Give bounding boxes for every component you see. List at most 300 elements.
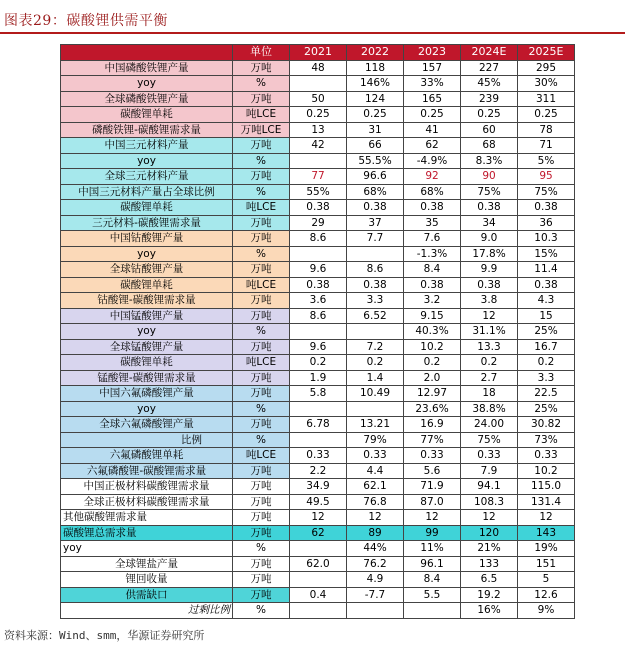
row-unit: 万吨 <box>233 138 290 154</box>
table-row <box>61 572 575 588</box>
table-row <box>61 200 575 216</box>
row-label: 碳酸锂单耗 <box>61 355 233 371</box>
row-unit: 万吨 <box>233 479 290 495</box>
value-cell: 124 <box>347 91 404 107</box>
table-row <box>61 417 575 433</box>
header-cell: 2021 <box>290 45 347 61</box>
table-row <box>61 246 575 262</box>
table-row <box>61 479 575 495</box>
value-cell: 87.0 <box>404 494 461 510</box>
value-cell: 9.9 <box>461 262 518 278</box>
row-label: 碳酸锂总需求量 <box>61 525 233 541</box>
row-unit: % <box>233 153 290 169</box>
table-row <box>61 153 575 169</box>
table-row <box>61 107 575 123</box>
value-cell: 0.2 <box>404 355 461 371</box>
row-label: yoy <box>61 541 233 557</box>
value-cell: 115.0 <box>518 479 575 495</box>
value-cell <box>290 76 347 92</box>
row-unit: 万吨 <box>233 572 290 588</box>
value-cell: 9.6 <box>290 262 347 278</box>
row-label: 全球正极材料碳酸锂需求量 <box>61 494 233 510</box>
value-cell: 23.6% <box>404 401 461 417</box>
row-unit: 万吨 <box>233 386 290 402</box>
value-cell: 30.82 <box>518 417 575 433</box>
table-row <box>61 339 575 355</box>
value-cell: 0.25 <box>347 107 404 123</box>
table-row <box>61 494 575 510</box>
value-cell: 95 <box>518 169 575 185</box>
value-cell: 62.0 <box>290 556 347 572</box>
value-cell: 36 <box>518 215 575 231</box>
value-cell: 9.6 <box>290 339 347 355</box>
value-cell: 7.9 <box>461 463 518 479</box>
value-cell: 311 <box>518 91 575 107</box>
value-cell: 6.5 <box>461 572 518 588</box>
row-label: yoy <box>61 401 233 417</box>
table-row <box>61 556 575 572</box>
row-unit: 万吨 <box>233 587 290 603</box>
value-cell <box>290 324 347 340</box>
row-label: 中国锰酸锂产量 <box>61 308 233 324</box>
value-cell: 41 <box>404 122 461 138</box>
value-cell: 0.2 <box>290 355 347 371</box>
row-unit: 万吨 <box>233 525 290 541</box>
title-rule <box>0 32 625 34</box>
value-cell: 12 <box>461 308 518 324</box>
value-cell: 10.49 <box>347 386 404 402</box>
value-cell: 3.3 <box>518 370 575 386</box>
value-cell: 8.6 <box>290 308 347 324</box>
value-cell: 40.3% <box>404 324 461 340</box>
value-cell: 12 <box>461 510 518 526</box>
value-cell: 8.4 <box>404 572 461 588</box>
row-unit: 万吨 <box>233 215 290 231</box>
value-cell: 8.6 <box>347 262 404 278</box>
value-cell: 1.4 <box>347 370 404 386</box>
value-cell: 16.7 <box>518 339 575 355</box>
value-cell: 68 <box>461 138 518 154</box>
figure-header <box>0 0 625 36</box>
row-unit: 吨LCE <box>233 355 290 371</box>
value-cell: 2.2 <box>290 463 347 479</box>
row-unit: % <box>233 324 290 340</box>
value-cell: 0.2 <box>518 355 575 371</box>
value-cell: -1.3% <box>404 246 461 262</box>
value-cell: 68% <box>404 184 461 200</box>
value-cell: 92 <box>404 169 461 185</box>
value-cell: 131.4 <box>518 494 575 510</box>
value-cell: 25% <box>518 401 575 417</box>
row-unit: 万吨 <box>233 556 290 572</box>
value-cell: 42 <box>290 138 347 154</box>
value-cell: 0.25 <box>518 107 575 123</box>
value-cell <box>347 246 404 262</box>
value-cell: 25% <box>518 324 575 340</box>
row-unit: % <box>233 246 290 262</box>
value-cell: 55% <box>290 184 347 200</box>
row-label: 过剩比例 <box>61 603 233 619</box>
value-cell: 143 <box>518 525 575 541</box>
value-cell: 0.25 <box>461 107 518 123</box>
value-cell: 45% <box>461 76 518 92</box>
value-cell: 71.9 <box>404 479 461 495</box>
value-cell: 48 <box>290 60 347 76</box>
value-cell: 7.7 <box>347 231 404 247</box>
row-unit: % <box>233 603 290 619</box>
row-label: 全球钴酸锂产量 <box>61 262 233 278</box>
row-label: 碳酸锂单耗 <box>61 107 233 123</box>
value-cell: 0.38 <box>518 200 575 216</box>
value-cell: 44% <box>347 541 404 557</box>
row-unit: 吨LCE <box>233 448 290 464</box>
row-unit: 万吨 <box>233 463 290 479</box>
table-row <box>61 293 575 309</box>
value-cell: 37 <box>347 215 404 231</box>
table-row <box>61 541 575 557</box>
value-cell: 120 <box>461 525 518 541</box>
value-cell <box>290 603 347 619</box>
value-cell: 19.2 <box>461 587 518 603</box>
value-cell: -4.9% <box>404 153 461 169</box>
value-cell: 38.8% <box>461 401 518 417</box>
value-cell: 9.0 <box>461 231 518 247</box>
value-cell <box>347 401 404 417</box>
value-cell: 13 <box>290 122 347 138</box>
value-cell: 96.6 <box>347 169 404 185</box>
value-cell: 5.8 <box>290 386 347 402</box>
table-row <box>61 355 575 371</box>
row-label: 供需缺口 <box>61 587 233 603</box>
row-label: 全球三元材料产量 <box>61 169 233 185</box>
value-cell: 0.2 <box>461 355 518 371</box>
value-cell: 89 <box>347 525 404 541</box>
value-cell: 55.5% <box>347 153 404 169</box>
value-cell: 227 <box>461 60 518 76</box>
value-cell: 30% <box>518 76 575 92</box>
value-cell: 90 <box>461 169 518 185</box>
value-cell: 0.33 <box>461 448 518 464</box>
row-unit: 万吨 <box>233 293 290 309</box>
row-unit: 万吨 <box>233 417 290 433</box>
table-row <box>61 76 575 92</box>
value-cell: 13.3 <box>461 339 518 355</box>
row-label: 全球锰酸锂产量 <box>61 339 233 355</box>
value-cell: 0.33 <box>404 448 461 464</box>
row-unit: % <box>233 432 290 448</box>
value-cell: 62 <box>290 525 347 541</box>
value-cell: 12 <box>347 510 404 526</box>
value-cell: 33% <box>404 76 461 92</box>
value-cell: 146% <box>347 76 404 92</box>
table-row <box>61 603 575 619</box>
value-cell <box>290 246 347 262</box>
row-label: yoy <box>61 153 233 169</box>
row-unit: 万吨 <box>233 510 290 526</box>
value-cell: 0.38 <box>290 277 347 293</box>
value-cell: 17.8% <box>461 246 518 262</box>
value-cell: 0.38 <box>404 277 461 293</box>
value-cell: 19% <box>518 541 575 557</box>
value-cell: 4.9 <box>347 572 404 588</box>
value-cell: 76.2 <box>347 556 404 572</box>
value-cell: 12.97 <box>404 386 461 402</box>
value-cell: 12 <box>518 510 575 526</box>
row-unit: 万吨 <box>233 494 290 510</box>
value-cell: 11.4 <box>518 262 575 278</box>
row-label: 全球锂盐产量 <box>61 556 233 572</box>
row-label: 锂回收量 <box>61 572 233 588</box>
table-body <box>61 60 575 618</box>
value-cell: 5% <box>518 153 575 169</box>
value-cell: 5.6 <box>404 463 461 479</box>
table-row <box>61 324 575 340</box>
value-cell: 165 <box>404 91 461 107</box>
row-label: 中国三元材料产量占全球比例 <box>61 184 233 200</box>
row-unit: 万吨 <box>233 339 290 355</box>
value-cell <box>290 572 347 588</box>
value-cell: 75% <box>518 184 575 200</box>
table-row <box>61 138 575 154</box>
value-cell: 34.9 <box>290 479 347 495</box>
value-cell: 0.33 <box>290 448 347 464</box>
value-cell: 0.2 <box>347 355 404 371</box>
table-row <box>61 525 575 541</box>
row-label: 全球磷酸铁锂产量 <box>61 91 233 107</box>
value-cell <box>290 432 347 448</box>
table-row <box>61 386 575 402</box>
table-row <box>61 448 575 464</box>
row-label: 碳酸锂单耗 <box>61 200 233 216</box>
row-unit: 万吨 <box>233 370 290 386</box>
table-row <box>61 432 575 448</box>
value-cell: 5.5 <box>404 587 461 603</box>
value-cell: 0.33 <box>347 448 404 464</box>
row-unit: 万吨 <box>233 169 290 185</box>
value-cell: 108.3 <box>461 494 518 510</box>
value-cell: 12 <box>404 510 461 526</box>
value-cell <box>404 603 461 619</box>
value-cell: 0.38 <box>518 277 575 293</box>
value-cell: 13.21 <box>347 417 404 433</box>
value-cell: 12.6 <box>518 587 575 603</box>
value-cell: 0.38 <box>404 200 461 216</box>
value-cell: 15 <box>518 308 575 324</box>
value-cell: 10.2 <box>518 463 575 479</box>
row-label: yoy <box>61 246 233 262</box>
value-cell: 21% <box>461 541 518 557</box>
header-cell: 2025E <box>518 45 575 61</box>
value-cell: 3.3 <box>347 293 404 309</box>
header-corner <box>61 45 233 61</box>
value-cell: 239 <box>461 91 518 107</box>
value-cell: 31 <box>347 122 404 138</box>
row-label: 中国六氟磷酸锂产量 <box>61 386 233 402</box>
row-unit: 万吨 <box>233 262 290 278</box>
row-label: yoy <box>61 324 233 340</box>
value-cell: 77% <box>404 432 461 448</box>
table-row <box>61 510 575 526</box>
value-cell: 0.25 <box>290 107 347 123</box>
value-cell: 0.38 <box>347 277 404 293</box>
value-cell: 71 <box>518 138 575 154</box>
row-unit: 吨LCE <box>233 277 290 293</box>
value-cell: 1.9 <box>290 370 347 386</box>
value-cell: 35 <box>404 215 461 231</box>
table-row <box>61 463 575 479</box>
row-unit: 万吨 <box>233 91 290 107</box>
value-cell: 151 <box>518 556 575 572</box>
row-unit: 吨LCE <box>233 107 290 123</box>
value-cell: 295 <box>518 60 575 76</box>
value-cell: 7.6 <box>404 231 461 247</box>
row-unit: 万吨 <box>233 231 290 247</box>
value-cell: 62 <box>404 138 461 154</box>
value-cell: 16.9 <box>404 417 461 433</box>
value-cell: 0.25 <box>404 107 461 123</box>
value-cell <box>347 603 404 619</box>
header-cell: 2024E <box>461 45 518 61</box>
row-label: 三元材料-碳酸锂需求量 <box>61 215 233 231</box>
value-cell: 9% <box>518 603 575 619</box>
value-cell: 75% <box>461 184 518 200</box>
table-row <box>61 370 575 386</box>
table-row <box>61 262 575 278</box>
value-cell: 8.4 <box>404 262 461 278</box>
row-label: 其他碳酸锂需求量 <box>61 510 233 526</box>
header-cell: 2022 <box>347 45 404 61</box>
value-cell: 78 <box>518 122 575 138</box>
value-cell: 50 <box>290 91 347 107</box>
value-cell: 34 <box>461 215 518 231</box>
value-cell: 2.7 <box>461 370 518 386</box>
value-cell: 24.00 <box>461 417 518 433</box>
value-cell: 96.1 <box>404 556 461 572</box>
value-cell: 0.38 <box>461 200 518 216</box>
value-cell: 5 <box>518 572 575 588</box>
value-cell <box>347 324 404 340</box>
value-cell: 3.2 <box>404 293 461 309</box>
row-label: 磷酸铁锂-碳酸锂需求量 <box>61 122 233 138</box>
value-cell: 94.1 <box>461 479 518 495</box>
figure-title: 图表29：碳酸锂供需平衡 <box>4 13 168 29</box>
row-label: 中国三元材料产量 <box>61 138 233 154</box>
value-cell: 77 <box>290 169 347 185</box>
row-label: 锰酸锂-碳酸锂需求量 <box>61 370 233 386</box>
table-row <box>61 231 575 247</box>
value-cell: 60 <box>461 122 518 138</box>
value-cell: 6.52 <box>347 308 404 324</box>
row-label: 中国钴酸锂产量 <box>61 231 233 247</box>
row-unit: 万吨 <box>233 60 290 76</box>
table-row <box>61 184 575 200</box>
value-cell: 12 <box>290 510 347 526</box>
table-row <box>61 277 575 293</box>
value-cell: 75% <box>461 432 518 448</box>
value-cell: 49.5 <box>290 494 347 510</box>
value-cell: 79% <box>347 432 404 448</box>
row-label: 碳酸锂单耗 <box>61 277 233 293</box>
value-cell: 2.0 <box>404 370 461 386</box>
source-note: 资料来源：Wind、smm，华源证券研究所 <box>4 629 205 642</box>
value-cell: 73% <box>518 432 575 448</box>
value-cell: 8.6 <box>290 231 347 247</box>
value-cell: 3.8 <box>461 293 518 309</box>
header-row <box>61 45 575 61</box>
value-cell: 9.15 <box>404 308 461 324</box>
row-unit: % <box>233 184 290 200</box>
value-cell: 0.33 <box>518 448 575 464</box>
row-unit: 吨LCE <box>233 200 290 216</box>
value-cell <box>290 401 347 417</box>
table-row <box>61 215 575 231</box>
table-row <box>61 401 575 417</box>
value-cell: 0.38 <box>347 200 404 216</box>
row-label: 六氟磷酸锂单耗 <box>61 448 233 464</box>
value-cell: 7.2 <box>347 339 404 355</box>
row-label: 比例 <box>61 432 233 448</box>
table-row <box>61 169 575 185</box>
table-row <box>61 122 575 138</box>
value-cell: 16% <box>461 603 518 619</box>
row-label: 中国磷酸铁锂产量 <box>61 60 233 76</box>
value-cell: 68% <box>347 184 404 200</box>
value-cell: 62.1 <box>347 479 404 495</box>
balance-table <box>60 44 575 619</box>
value-cell: 29 <box>290 215 347 231</box>
value-cell: 18 <box>461 386 518 402</box>
value-cell <box>290 153 347 169</box>
value-cell: 4.4 <box>347 463 404 479</box>
value-cell <box>290 541 347 557</box>
value-cell: 8.3% <box>461 153 518 169</box>
value-cell: 10.2 <box>404 339 461 355</box>
value-cell: 157 <box>404 60 461 76</box>
value-cell: 0.4 <box>290 587 347 603</box>
value-cell: 15% <box>518 246 575 262</box>
row-unit: 万吨 <box>233 308 290 324</box>
row-label: yoy <box>61 76 233 92</box>
value-cell: -7.7 <box>347 587 404 603</box>
row-unit: % <box>233 401 290 417</box>
value-cell: 99 <box>404 525 461 541</box>
value-cell: 0.38 <box>461 277 518 293</box>
value-cell: 76.8 <box>347 494 404 510</box>
value-cell: 11% <box>404 541 461 557</box>
value-cell: 22.5 <box>518 386 575 402</box>
row-label: 全球六氟磷酸锂产量 <box>61 417 233 433</box>
row-label: 钴酸锂-碳酸锂需求量 <box>61 293 233 309</box>
value-cell: 4.3 <box>518 293 575 309</box>
value-cell: 6.78 <box>290 417 347 433</box>
value-cell: 66 <box>347 138 404 154</box>
table-row <box>61 60 575 76</box>
table-row <box>61 91 575 107</box>
value-cell: 10.3 <box>518 231 575 247</box>
value-cell: 118 <box>347 60 404 76</box>
value-cell: 0.38 <box>290 200 347 216</box>
row-label: 中国正极材料碳酸锂需求量 <box>61 479 233 495</box>
row-label: 六氟磷酸锂-碳酸锂需求量 <box>61 463 233 479</box>
row-unit: % <box>233 541 290 557</box>
value-cell: 31.1% <box>461 324 518 340</box>
table-row <box>61 308 575 324</box>
value-cell: 133 <box>461 556 518 572</box>
header-cell: 单位 <box>233 45 290 61</box>
table-row <box>61 587 575 603</box>
header-cell: 2023 <box>404 45 461 61</box>
row-unit: 万吨LCE <box>233 122 290 138</box>
